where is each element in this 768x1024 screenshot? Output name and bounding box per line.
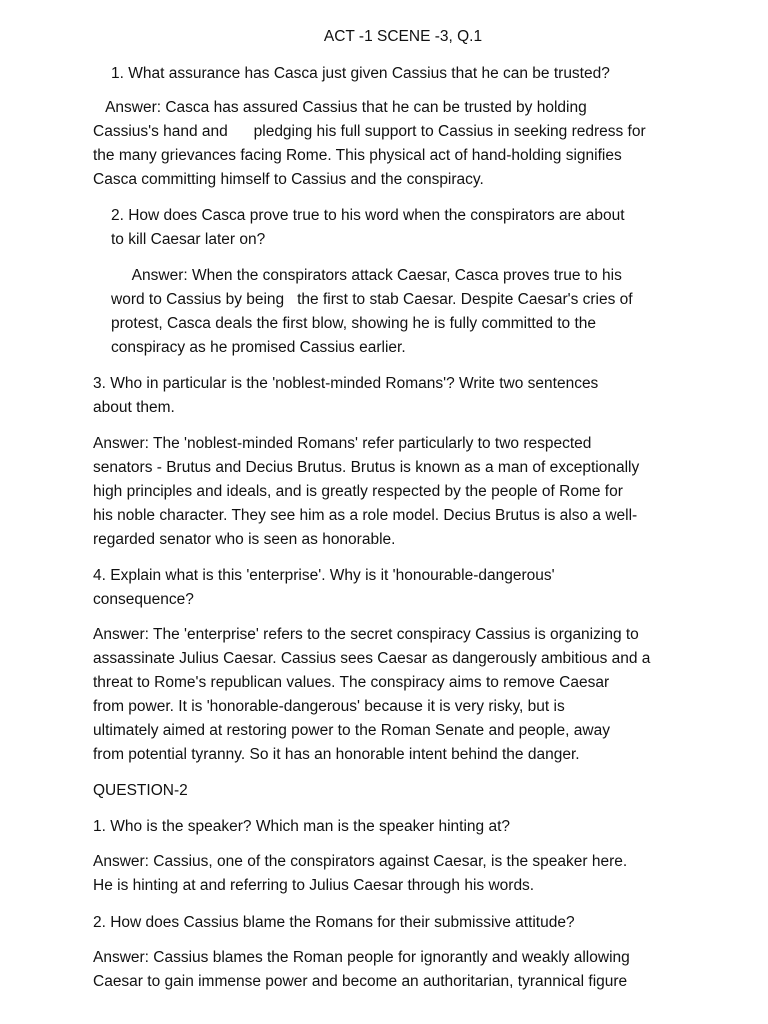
answer-2-2 (93, 946, 630, 994)
answer-line: Answer: Cassius blames the Roman people for ignorantly and weakly allowing (93, 949, 630, 966)
answer-line: regarded senator who is seen as honorable. (93, 531, 396, 548)
page-title: ACT -1 SCENE -3, Q.1 (323, 28, 483, 45)
answer-line: protest, Casca deals the first blow, showing he is fully committed to the (111, 315, 597, 332)
question-line: consequence? (93, 591, 194, 608)
question-line: about them. (93, 399, 175, 416)
answer-line: Cassius's hand and pledging his full support to Cassius in seeking redress for (93, 123, 646, 140)
question-line: 3. Who in particular is the 'noblest-minded Romans'? Write two sentences (93, 375, 599, 392)
question-1-1 (111, 62, 610, 86)
answer-line: threat to Rome's republican values. The conspiracy aims to remove Caesar (93, 674, 610, 691)
answer-1-2 (111, 264, 633, 360)
section-heading (93, 779, 188, 803)
answer-2-1 (93, 850, 627, 898)
answer-line: Answer: When the conspirators attack Caesar, Casca proves true to his (111, 267, 622, 284)
answer-line: conspiracy as he promised Cassius earlier. (111, 339, 406, 356)
answer-line: assassinate Julius Caesar. Cassius sees Caesar as dangerously ambitious and a (93, 650, 651, 667)
answer-line: word to Cassius by being the first to stab Caesar. Despite Caesar's cries of (111, 291, 633, 308)
answer-line: Answer: The 'noblest-minded Romans' refer particularly to two respected (93, 435, 592, 452)
section-heading-text: QUESTION-2 (93, 782, 188, 799)
question-1-2 (111, 204, 625, 252)
answer-line: from potential tyranny. So it has an honorable intent behind the danger. (93, 746, 580, 763)
answer-1-4 (93, 623, 650, 767)
answer-line: Answer: Casca has assured Cassius that he can be trusted by holding (93, 99, 587, 116)
question-text: 1. Who is the speaker? Which man is the speaker hinting at? (93, 818, 510, 835)
question-line: 2. How does Casca prove true to his word when the conspirators are about (111, 207, 625, 224)
answer-line: Caesar to gain immense power and become an authoritarian, tyrannical figure (93, 973, 628, 990)
question-2-2 (93, 911, 575, 935)
answer-line: ultimately aimed at restoring power to the Roman Senate and people, away (93, 722, 610, 739)
answer-line: He is hinting at and referring to Julius Caesar through his words. (93, 877, 535, 894)
question-line: 4. Explain what is this 'enterprise'. Why is it 'honourable-dangerous' (93, 567, 555, 584)
answer-line: high principles and ideals, and is greatly respected by the people of Rome for (93, 483, 623, 500)
answer-line: from power. It is 'honorable-dangerous' because it is very risky, but is (93, 698, 565, 715)
question-line: to kill Caesar later on? (111, 231, 266, 248)
answer-line: Answer: Cassius, one of the conspirators against Caesar, is the speaker here. (93, 853, 628, 870)
answer-line: senators - Brutus and Decius Brutus. Brutus is known as a man of exceptionally (93, 459, 640, 476)
answer-line: Casca committing himself to Cassius and the conspiracy. (93, 171, 484, 188)
answer-1-1 (93, 96, 646, 192)
answer-line: Answer: The 'enterprise' refers to the secret conspiracy Cassius is organizing to (93, 626, 639, 643)
question-1-4 (93, 564, 555, 612)
answer-1-3 (93, 432, 639, 552)
question-1-3 (93, 372, 598, 420)
question-2-1 (93, 815, 510, 839)
question-text: 2. How does Cassius blame the Romans for their submissive attitude? (93, 914, 575, 931)
answer-line: the many grievances facing Rome. This physical act of hand-holding signifies (93, 147, 622, 164)
question-text: 1. What assurance has Casca just given Cassius that he can be trusted? (111, 65, 610, 82)
answer-line: his noble character. They see him as a role model. Decius Brutus is also a well- (93, 507, 638, 524)
